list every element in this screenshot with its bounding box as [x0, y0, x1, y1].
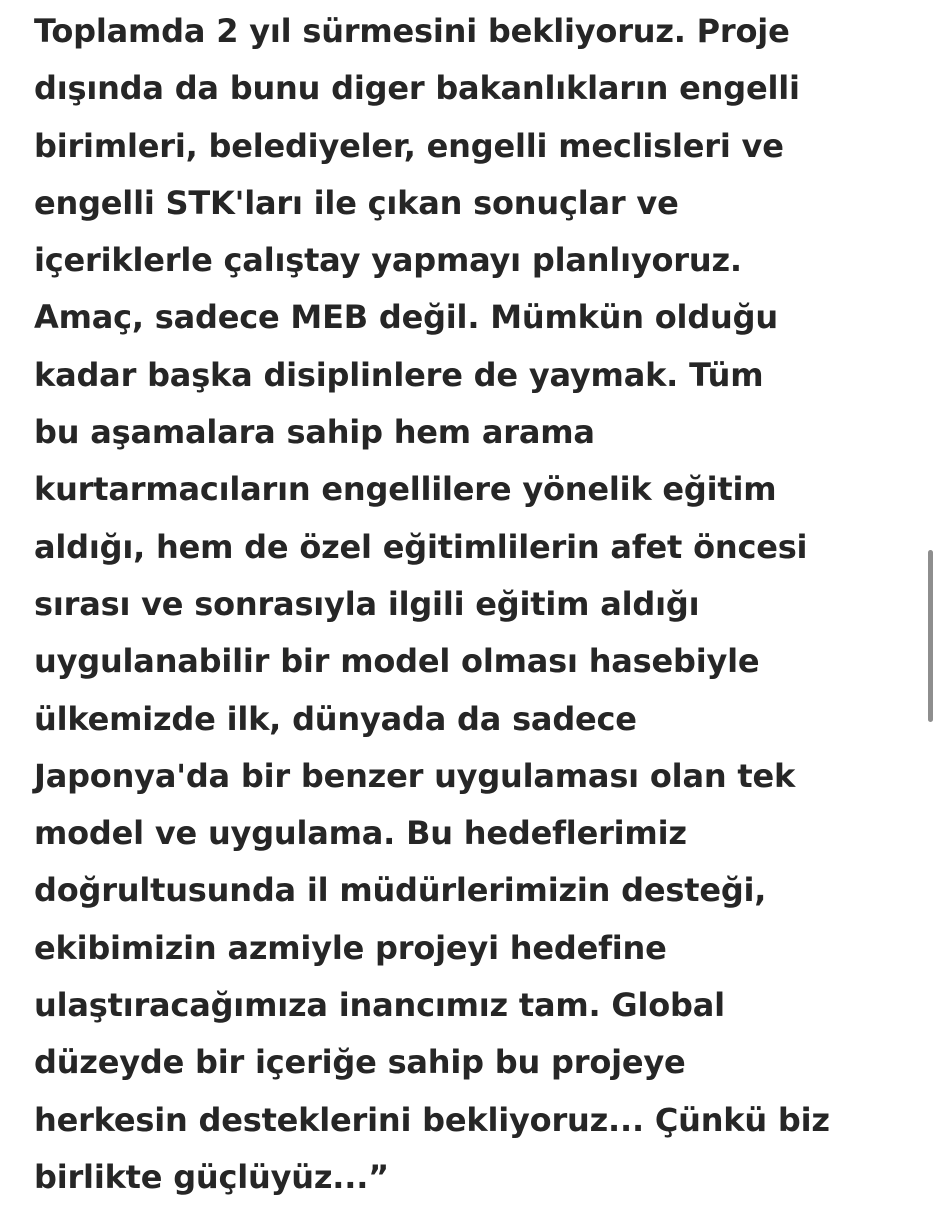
- article-line: aldığı, hem de özel eğitimlilerin afet öncesi: [34, 527, 808, 566]
- article-line: sırası ve sonrasıyla ilgili eğitim aldığı: [34, 584, 700, 623]
- article-line: uygulanabilir bir model olması hasebiyle: [34, 642, 760, 681]
- article-line: bu aşamalara sahip hem arama: [34, 413, 595, 452]
- article-line: Toplamda 2 yıl sürmesini bekliyoruz. Proje: [34, 12, 790, 50]
- article-line: model ve uygulama. Bu hedeflerimiz: [34, 814, 687, 853]
- scrollbar-thumb[interactable]: [928, 550, 933, 722]
- article-line: birimleri, belediyeler, engelli meclisleri ve: [34, 126, 784, 165]
- article-line: içeriklerle çalıştay yapmayı planlıyoruz.: [34, 241, 742, 280]
- article-line: Japonya'da bir benzer uygulaması olan tek: [34, 756, 796, 795]
- article-line: kurtarmacıların engellilere yönelik eğitim: [34, 470, 777, 509]
- article-line: dışında da bunu diger bakanlıkların engelli: [34, 69, 800, 108]
- article-line: engelli STK'ları ile çıkan sonuçlar ve: [34, 183, 679, 222]
- article-line: ekibimizin azmiyle projeyi hedefine: [34, 928, 667, 967]
- article-line: kadar başka disiplinlere de yaymak. Tüm: [34, 355, 764, 394]
- article-body: [34, 0, 914, 1206]
- article-line: Amaç, sadece MEB değil. Mümkün olduğu: [34, 298, 778, 337]
- article-line: herkesin desteklerini bekliyoruz... Çünkü biz: [34, 1100, 830, 1139]
- article-line: düzeyde bir içeriğe sahip bu projeye: [34, 1043, 686, 1082]
- article-line: doğrultusunda il müdürlerimizin desteği,: [34, 871, 767, 910]
- article-line: ülkemizde ilk, dünyada da sadece: [34, 699, 637, 738]
- article-line: birlikte güçlüyüz...”: [34, 1157, 389, 1196]
- article-line: ulaştıracağımıza inancımız tam. Global: [34, 986, 725, 1025]
